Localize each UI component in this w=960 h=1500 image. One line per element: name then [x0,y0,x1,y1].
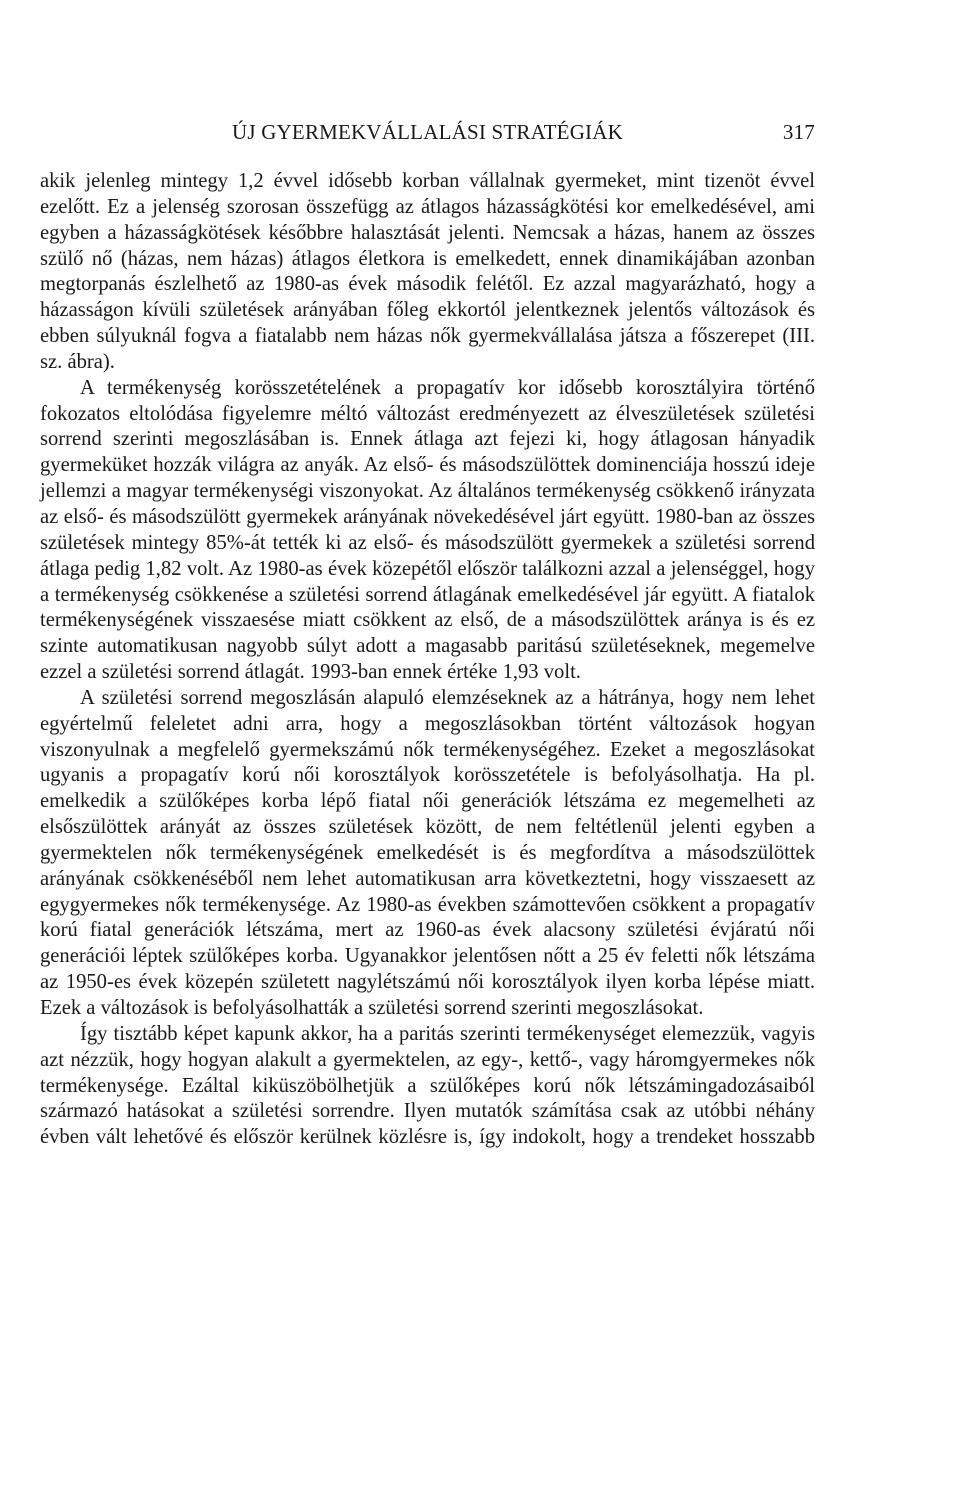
paragraph: A termékenység korösszetételének a propagatív kor idősebb korosztályira történő fokozatos eltolódása figyelemre méltó változást eredményezett az élveszületések születési sorrend szerinti megoszlásában is. Ennek átlaga azt fejezi ki, hogy átlagosan hányadik gyermeküket hozzák világra az anyák. Az első- és másodszülöttek dominenciája hosszú ideje jellemzi a magyar termékenységi viszonyokat. Az általános termékenység csökkenő irányzata az első- és másodszülött gyermekek arányának növekedésével járt együtt. 1980-ban az összes születések mintegy 85%-át tették ki az első- és másodszülött gyermekek a születési sorrend átlaga pedig 1,82 volt. Az 1980-as évek közepétől először találkozni azzal a jelenséggel, hogy a termékenység csökkenése a születési sorrend átlagának emelkedésével jár együtt. A fiatalok termékenységének visszaesése miatt csökkent az első, de a másodszülöttek aránya is és ez szinte automatikusan nagyobb súlyt adott a magasabb paritású születéseknek, megemelve ezzel a születési sorrend átlagát. 1993-ban ennek értéke 1,93 volt. [40,376,815,684]
body-text [40,169,815,1151]
page-number: 317 [782,120,815,144]
running-title: ÚJ GYERMEKVÁLLALÁSI STRATÉGIÁK [232,120,623,144]
paragraph: akik jelenleg mintegy 1,2 évvel idősebb korban vállalnak gyermeket, mint tizenöt évvel ezelőtt. Ez a jelenség szorosan összefügg az átlagos házasságkötési kor emelkedésével, ami egyben a házasságkötések későbbre halasztását jelenti. Nemcsak a házas, hanem az összes szülő nő (házas, nem házas) átlagos életkora is emelkedett, ennek dinamikájában azonban megtorpanás észlelhető az 1980-as évek második felétől. Ez azzal magyarázható, hogy a házasságon kívüli születések arányában főleg ekkortól jelentkeznek jelentős változások és ebben súlyuknál fogva a fiatalabb nem házas nők gyermekvállalása játsza a főszerepet (III. sz. ábra). [40,170,815,373]
paragraph: Így tisztább képet kapunk akkor, ha a paritás szerinti termékenységet elemezzük, vagyis azt nézzük, hogy hogyan alakult a gyermektelen, az egy-, kettő-, vagy háromgyermekes nők termékenysége. Ezáltal kiküszöbölhetjük a szülőképes korú nők létszámingadozásaiból származó hatásokat a születési sorrendre. Ilyen mutatók számítása csak az utóbbi néhány évben vált lehetővé és először kerülnek közlésre is, így indokolt, hogy a trendeket hosszabb [40,1022,815,1149]
paragraph: A születési sorrend megoszlásán alapuló elemzéseknek az a hátránya, hogy nem lehet egyértelmű feleletet adni arra, hogy a megoszlásokban történt változások hogyan viszonyulnak a megfelelő gyermekszámú nők termékenységéhez. Ezeket a megoszlásokat ugyanis a propagatív korú női korosztályok korösszetétele is befolyásolhatja. Ha pl. emelkedik a szülőképes korba lépő fiatal női generációk létszáma ez megemelheti az elsőszülöttek arányát az összes születések között, de nem feltétlenül jelenti egyben a gyermektelen nők termékenységének emelkedését is és megfordítva a másodszülöttek arányának csökkenéséből nem lehet automatikusan arra következtetni, hogy visszaesett az egygyermekes nők termékenysége. Az 1980-as években számottevően csökkent a propagatív korú fiatal generációk létszáma, mert az 1960-as évek alacsony születési évjáratú női generációi léptek szülőképes korba. Ugyanakkor jelentősen nőtt a 25 év feletti nők létszáma az 1950-es évek közepén született nagylétszámú női korosztályok ilyen korba lépése miatt. Ezek a változások is befolyásolhatták a születési sorrend szerinti megoszlásokat. [40,686,815,1019]
book-page [40,120,815,1151]
page-header [232,120,815,145]
